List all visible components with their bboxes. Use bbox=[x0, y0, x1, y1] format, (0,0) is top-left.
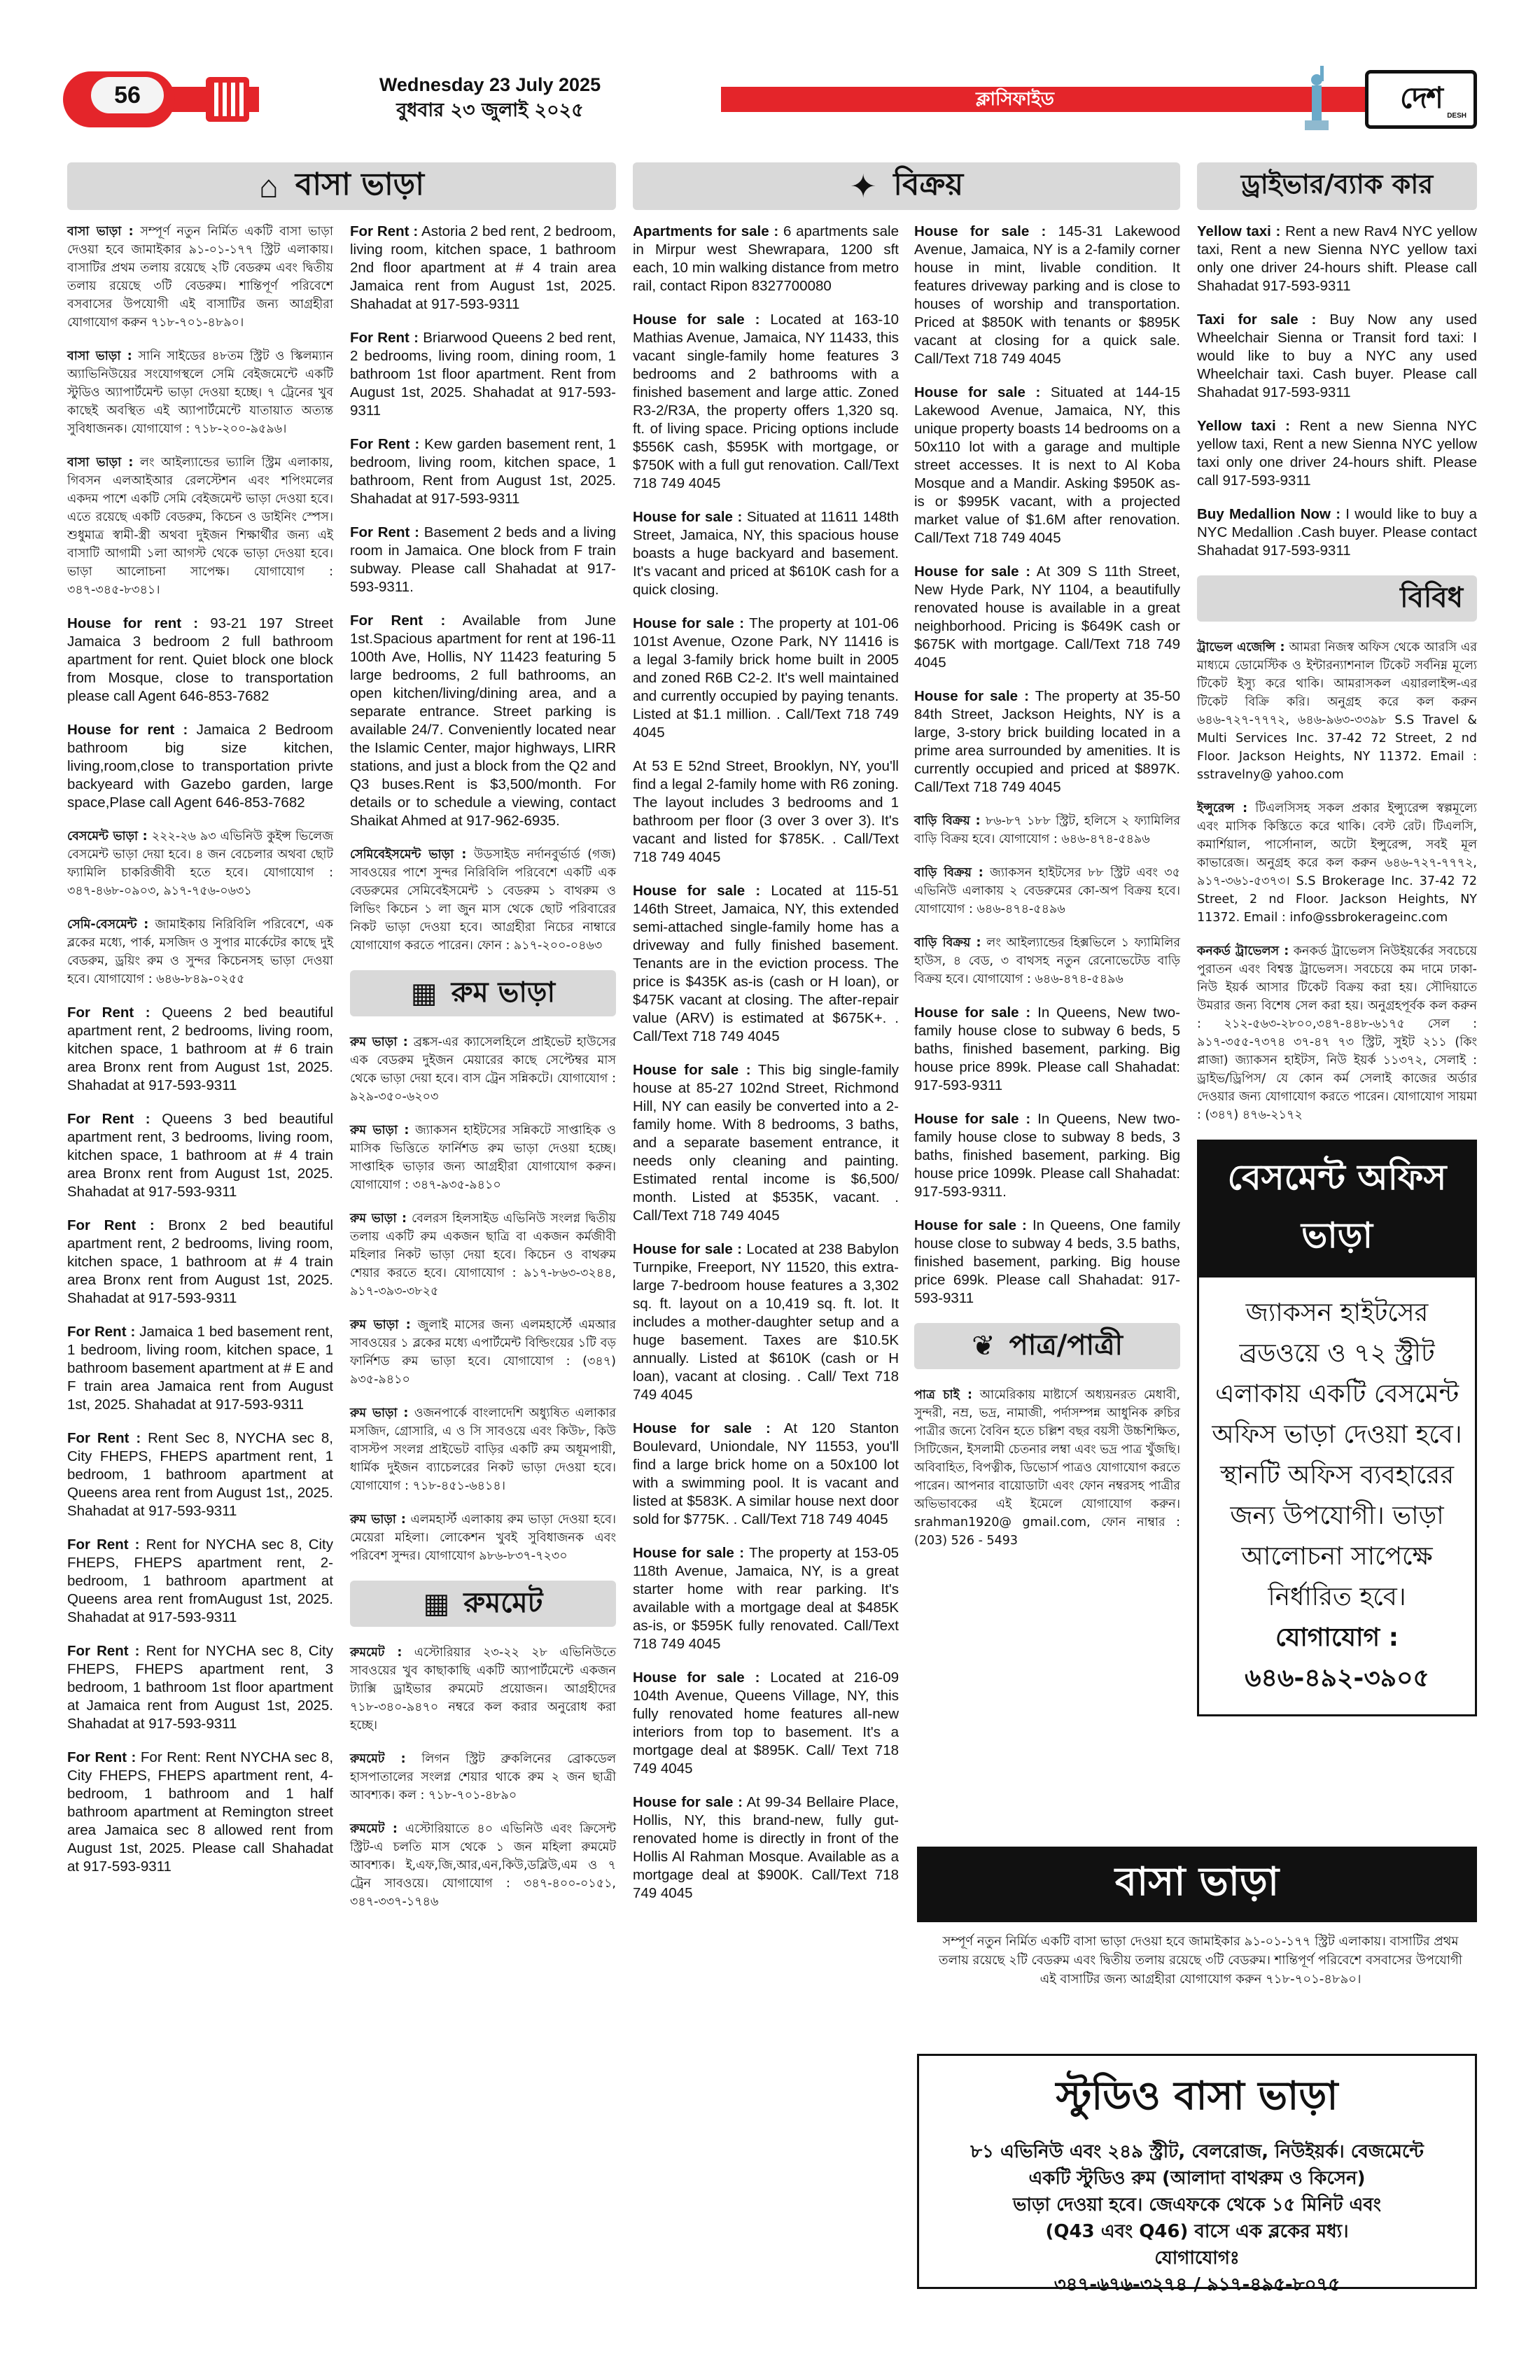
classified-ad bbox=[633, 508, 899, 599]
classified-ad bbox=[350, 223, 616, 314]
ad-text: আমরা নিজস্ব অফিস থেকে আরসি এর মাধ্যমে ডোমেস্টিক ও ইন্টারন্যাশনাল টিকেট সর্বনিম্ন মূল্যে টিকেট ইস্যু করে থাকি। আমরাসকল এয়ারলাইন্স-এর টিকেট বিক্রি করি। অনুগ্রহ করে কল করুন ৬৪৬-৭২৭-৭৭৭২, ৬৪৬-৯৬৩-৩৩৯৮ S.S Travel & Multi Services Inc. 37-42 72 Street, 2 nd Floor. Jackson Heights, NY 11372. Email : sstravelny@ yahoo.com bbox=[1197, 640, 1477, 782]
header-date bbox=[259, 67, 721, 132]
ad-text: এলমহার্স্ট এলাকায় রুম ভাড়া দেওয়া হবে। মেয়েরা মহিলা। লোকেশন খুবই সুবিধাজনক এবং পরিবেশ সুন্দর। যোগাযোগ ৯৮৬-৮৩৭-৭২৩০ bbox=[350, 1513, 616, 1563]
logo-text: দেশ bbox=[1400, 80, 1442, 115]
ad-heading: বেসমেন্ট ভাড়া : bbox=[67, 830, 148, 844]
classified-ad bbox=[1197, 311, 1477, 402]
logo-small-text: DESH bbox=[1447, 112, 1466, 120]
ad-heading: House for sale : bbox=[914, 1004, 1031, 1021]
ad-heading: Buy Medallion Now : bbox=[1197, 506, 1341, 522]
ad-heading: রুমমেট : bbox=[350, 1752, 406, 1766]
classified-ad bbox=[350, 1210, 616, 1301]
classified-ad bbox=[633, 1420, 899, 1529]
banner-driver bbox=[1197, 162, 1477, 210]
classified-ad bbox=[350, 1316, 616, 1389]
ad-text: At 120 Stanton Boulevard, Uniondale, NY 11553, you'll find a large brick home on a 50x100 lot with a swimming pool. It is vacant and listed at $583K. A similar house next door sold for $775K. . Call/Text 718 749 4045 bbox=[633, 1420, 899, 1527]
subheading-matrimony bbox=[914, 1323, 1180, 1369]
subheading-title: বিবিধ bbox=[1400, 581, 1463, 614]
ad-text: Located at 115-51 146th Street, Jamaica, NY, this extended semi-attached single-family home has a driveway and fully finished basement. Tenants are in the eviction process. The price is $435K as-is (cash or H loan), or $475K vacant at closing. The after-repair value (ARV) is estimated at $675K+. . Call/Text 718 749 4045 bbox=[633, 883, 899, 1044]
date-bangla: বুধবার ২৩ জুলাই ২০২৫ bbox=[396, 99, 584, 121]
column-3 bbox=[633, 223, 899, 1918]
ad-heading: House for sale : bbox=[633, 883, 761, 899]
ad-heading: House for sale : bbox=[914, 384, 1041, 400]
ad-heading: For Rent : bbox=[67, 1324, 136, 1340]
ad-text: সম্পূর্ণ নতুন নির্মিত একটি বাসা ভাড়া দেওয়া হবে জামাইকার ৯১-০১-১৭৭ স্ট্রিট এলাকায়। বাসাটির প্রথম তলায় রয়েছে ২টি বেডরুম এবং দ্বিতীয় তলায় রয়েছে ৩টি বেডরুম। শান্তিপূর্ণ পরিবেশে বসবাসের উপযোগী এই বাসাটির জন্য আগ্রহীরা যোগাযোগ করুন ৭১৮-৭০১-৪৮৯০। bbox=[67, 225, 333, 330]
ad-heading: For Rent : bbox=[67, 1217, 155, 1233]
sale-tag-icon: ✦ bbox=[849, 168, 877, 204]
classified-ad bbox=[633, 882, 899, 1046]
ad-heading: For Rent : bbox=[67, 1111, 150, 1127]
wide-rent-ad-body: সম্পূর্ণ নতুন নির্মিত একটি বাসা ভাড়া দেওয়া হবে জামাইকার ৯১-০১-১৭৭ স্ট্রিট এলাকায়। বাসাটির প্রথম তলায় রয়েছে ২টি বেডরুম এবং দ্বিতীয় তলায় রয়েছে ৩টি বেডরুম। শান্তিপূর্ণ পরিবেশে বসবাসের উপযোগী এই বাসাটির জন্য আগ্রহীরা যোগাযোগ করুন ৭১৮-৭০১-৪৮৯০। bbox=[939, 1934, 1462, 1987]
ad-text: উডসাইড নর্দানবুর্ভার্ড (গজ) সাবওয়ের পাশে সুন্দর নিরিবিলি পরিবেশে একটি এক বেডরুমের সেমিবেইসমেন্ট ১ বেডরুম ১ বাথরুম ও লিভিং কিচেন ১ লা জুন মাস থেকে ছোট পরিবারের নিকট ভাড়া দেওয়া হবে। আগ্রহীরা নিচের নাম্বারে যোগাযোগ করতে পারেন। ফোন : ৯১৭-২০০-০৪৬৩ bbox=[350, 848, 616, 953]
ad-heading: For Rent : bbox=[67, 1749, 136, 1765]
ad-text: At 99-34 Bellaire Place, Hollis, NY, this brand-new, fully gut-renovated home is directly in front of the Hollis Al Rahman Mosque. Available as a mortgage deal at $900K. Call/Text 718 749 4045 bbox=[633, 1794, 899, 1901]
subheading-title: রুম ভাড়া bbox=[451, 976, 556, 1009]
banner-title: ড্রাইভার/ব্যাক কার bbox=[1240, 169, 1434, 200]
classified-ad bbox=[914, 934, 1180, 988]
column-2 bbox=[350, 223, 616, 1926]
house-icon: ⌂ bbox=[259, 168, 279, 204]
studio-ad-title: স্টুডিও বাসা ভাড়া bbox=[1056, 2073, 1338, 2119]
ad-text: বেলরস হিলসাইড এভিনিউ সংলগ্ন দ্বিতীয় তলায় একটি রুম একজন ছাত্রি বা একজন কর্মজীবী মহিলার নিকট ভাড়া দেয়া হবে। কিচেন ও বাথরুম শেয়ার করতে হবে। যোগাযোগ : ৯১৭-৮৬৩-৩২৪৪, ৯১৭-৩৯৩-৩৮২৫ bbox=[350, 1212, 616, 1298]
ad-heading: House for sale : bbox=[633, 1062, 751, 1078]
classified-ad bbox=[1197, 799, 1477, 927]
basement-office-contact-label: যোগাযোগ : bbox=[1275, 1623, 1399, 1652]
wide-rent-ad-title: বাসা ভাড়া bbox=[917, 1847, 1477, 1922]
classified-ad bbox=[67, 1429, 333, 1520]
ad-text: I would like to buy a NYC Medallion .Cash buyer. Please contact Shahadat 917-593-9311 bbox=[1197, 506, 1477, 559]
ad-heading: House for sale : bbox=[633, 509, 743, 525]
room-icon: ▦ bbox=[410, 978, 438, 1009]
classified-ad bbox=[1197, 505, 1477, 560]
page-number: 56 bbox=[91, 77, 164, 113]
desh-logo bbox=[1365, 70, 1477, 129]
ad-heading: বাড়ি বিক্রয় : bbox=[914, 814, 981, 828]
ad-text: জ্যাকসন হাইটসের সন্নিকটে সাপ্তাহিক ও মাসিক ভিত্তিতে ফার্নিশড রুম ভাড়া দেওয়া হচ্ছে। সাপ্তাহিক ভাড়ার জন্য আগ্রহীরা যোগাযোগ করুন। যোগাযোগ : ৩৪৭-৯৩৫-৯৪১০ bbox=[350, 1124, 616, 1192]
ad-heading: House for sale : bbox=[914, 688, 1029, 704]
section-label: ক্লাসিফাইড bbox=[976, 89, 1054, 110]
ad-text: Located at 163-10 Mathias Avenue, Jamaica, NY 11433, this vacant single-family home features 3 bedrooms and 2 bathrooms with a finished basement and large attic. Zoned R3-2/R3A, the property offers 1,320 sq. ft. of living space. Pricing options include $556K cash, $595K with mortgage, or $750K with a full gut renovation. Call/Text 718 749 4045 bbox=[633, 312, 899, 491]
ad-text: 6 apartments sale in Mirpur west Shewrapara, 1200 sft each, 10 min walking distance from metro rail, contact Ripon 8327700080 bbox=[633, 223, 899, 294]
classified-ad bbox=[633, 757, 899, 867]
ad-heading: For Rent : bbox=[67, 1536, 140, 1553]
classified-ad bbox=[67, 454, 333, 599]
ad-heading: Apartments for sale : bbox=[633, 223, 779, 239]
ad-heading: ট্রাভেল এজেন্সি : bbox=[1197, 640, 1285, 654]
ad-text: 93-21 197 Street Jamaica 3 bedroom 2 full bathroom apartment for rent. Quiet block one block from Mosque, close to transportation please call Agent 646-853-7682 bbox=[67, 615, 333, 704]
ad-heading: বাড়ি বিক্রয় : bbox=[914, 936, 981, 950]
ad-heading: For Rent : bbox=[350, 223, 419, 239]
ad-text: ব্রঙ্কস-এর ক্যাসেলহিলে প্রাইভেট হাউসের এক বেডরুম দুইজন মেয়ারের কাছে সেপ্টেম্বর মাস থেকে ভাড়া দেয়া হবে। বাস ট্রেন সন্নিকটে। যোগাযোগ : ৯২৯-৩৫০-৬২০৩ bbox=[350, 1035, 616, 1104]
ad-text: At 53 E 52nd Street, Brooklyn, NY, you'll find a legal 2-family home with R6 zoning. The layout includes 3 bedrooms and 1 bathroom per floor (3 over 3 over 3). It's vacant and listed for $785K. . Call/Text 718 749 4045 bbox=[633, 758, 899, 865]
ad-heading: House for sale : bbox=[633, 1420, 771, 1436]
classified-ad bbox=[67, 223, 333, 332]
ad-text: ওজনপার্কে বাংলাদেশি অধ্যুষিত এলাকার মসজিদ, গ্রোসারি, এ ও সি সাবওয়ে এবং কিউ৮, কিউ বাসস্টপ সংলগ্ন প্রাইভেট বাড়ির একটি রুম অধূমপায়ী, ধার্মিক দুইজন ব্যাচেলরের নিকট ভাড়া দেওয়া হবে। যোগাযোগ : ৭১৮-৪৫১-৬৪১৪। bbox=[350, 1406, 616, 1493]
ad-text: লিগন স্ট্রিট ব্রুকলিনের ব্রোকডেল হাসপাতালের সংলগ্ন শেয়ার থাকে রুম ২ জন ছাত্রী আবশ্যক। কল : ৭১৮-৭০১-৪৮৯০ bbox=[350, 1752, 616, 1802]
ad-heading: House for sale : bbox=[914, 223, 1046, 239]
ad-text: The property at 101-06 101st Avenue, Ozone Park, NY 11416 is a legal 3-family brick home built in 2005 and zoned R6B C2-2. It's well maintained and currently occupied by paying tenants. Listed at $1.1 million. . Call/Text 718 749 4045 bbox=[633, 615, 899, 741]
ad-text: In Queens, New two-family house close to subway 8 beds, 3 baths, finished basement, parking. Big house price 1099k. Please call Shahadat: 917-593-9311. bbox=[914, 1111, 1181, 1200]
ad-heading: রুমমেট : bbox=[350, 1822, 398, 1836]
classified-ad bbox=[633, 1669, 899, 1778]
ad-heading: বাসা ভাড়া : bbox=[67, 456, 134, 470]
date-english: Wednesday 23 July 2025 bbox=[379, 74, 601, 95]
ad-heading: বাসা ভাড়া : bbox=[67, 225, 134, 239]
ad-text: লং আইল্যান্ডের ভ্যালি স্ট্রিম এলাকায়, গিবসন এলআইআর রেলস্টেশন এবং শপিংমলের একদম পাশে একটি সেমি বেইজমেন্ট ভাড়া দেওয়া হবে। এতে রয়েছে একটি বেডরুম, কিচেন ও ডাইনিং স্পেস। শুধুমাত্র স্বামী-স্ত্রী অথবা দুইজন শিক্ষার্থীর জন্য এই বাসাটি আগামী ১লা আগস্ট থেকে ভাড়া দেওয়া হবে। ভাড়া আলোচনা সাপেক্ষ। যোগাযোগ : ৩৪৭-৩৪৫-৮৩৪১। bbox=[67, 456, 333, 597]
column-5 bbox=[1197, 223, 1477, 1716]
studio-ad-line: ভাড়া দেওয়া হবে। জেএফকে থেকে ১৫ মিনিট এবং bbox=[1013, 2194, 1381, 2216]
ad-text: লং আইল্যান্ডের হিক্সভিলে ১ ফ্যামিলির হাউস, ৪ বেড, ৩ বাথসহ নতুন রেনোভেটেড বাড়ি বিক্রয় হবে। যোগাযোগ : ৬৪৬-৪৭৪-৫৪৯৬ bbox=[914, 936, 1180, 986]
classified-ad bbox=[350, 524, 616, 596]
classified-ad bbox=[914, 1386, 1180, 1550]
subheading-room-rent bbox=[350, 970, 616, 1016]
ad-text: ৮৬-৮৭ ১৮৮ স্ট্রিট, হলিসে ২ ফ্যামিলির বাড়ি বিক্রয় হবে। যোগাযোগ : ৬৪৬-৪৭৪-৫৪৯৬ bbox=[914, 814, 1180, 846]
ad-heading: সেমিবেইসমেন্ট ভাড়া : bbox=[350, 848, 467, 862]
ad-text: 145-31 Lakewood Avenue, Jamaica, NY is a 2-family corner house in mint, livable condition. It features driveway parking and is close to houses of worship and transportation. Priced at $850K with tenants or $895K vacant at closing for a quick sale. Call/Text 718 749 4045 bbox=[914, 223, 1180, 367]
classified-ad bbox=[350, 1121, 616, 1194]
studio-ad-phone: ৩৪৭-৬৭৬-৩২৭৪ / ৯১৭-৪৯৫-৮০৭৫ bbox=[1054, 2274, 1340, 2295]
ad-heading: Taxi for sale : bbox=[1197, 312, 1317, 328]
ad-text: কনকর্ড ট্রাভেলস নিউইয়র্কের সবচেয়ে পুরাতন এবং বিশ্বস্ত ট্রাভেলস। সবচেয়ে কম দামে ঢাকা-নিউ ইয়র্ক আসার টিকেট বিক্রয় করা হয়। সৌদিয়াতে উমরার জন্য বিশেষ সেল করা হয়। অনুগ্রহপূর্বক কল করুন : ২১২-৫৬৩-২৮০০,৩৪৭-৪৪৮-৬১৭৫ সেল : ৯১৭-৩৫৫-৭৩৭৪ ৩৭-৪৭ ৭৩ স্ট্রিট, সুইট ২১১ (কিং প্লাজা) জ্যাকসন হাইটস, নিউ ইয়র্ক ১১৩৭২, সেলাই : ড্রাইভ/ড্রিপিস/ যে কোন কর্ম সেলাই কাজের অর্ডার দেওয়ার জন্য যোগাযোগ করতে পারেন। যোগাযোগ সায়মা : (৩৪৭) ৪৭৬-২১৭২ bbox=[1197, 944, 1477, 1122]
ad-heading: House for sale : bbox=[633, 312, 760, 328]
classified-ad bbox=[350, 1404, 616, 1495]
ad-heading: House for rent : bbox=[67, 722, 188, 738]
classified-ad bbox=[67, 916, 333, 988]
ad-heading: For Rent : bbox=[350, 524, 419, 540]
ad-text: Basement 2 beds and a living room in Jamaica. One block from F train subway. Please call Shahadat at 917-593-9311. bbox=[350, 524, 616, 595]
ad-heading: House for rent : bbox=[67, 615, 199, 631]
ad-heading: সেমি-বেসমেন্ট : bbox=[67, 918, 149, 932]
ad-text: Queens 3 bed beautiful apartment rent, 3 bedrooms, living room, kitchen space, 1 bathroom at # 4 train area Bronx rent from August 1st, 2025. Shahadat at 917-593-9311 bbox=[67, 1111, 334, 1200]
classified-ad bbox=[1197, 638, 1477, 784]
banner-sale bbox=[633, 162, 1180, 210]
classified-ad bbox=[67, 347, 333, 438]
ad-text: Jamaica 1 bed basement rent, 1 bedroom, living room, kitchen space, 1 bathroom basement apartment at # E and F train area Jamaica rent from August 1st, 2025. Shahadat at 917-593-9311 bbox=[67, 1324, 334, 1413]
ad-text: জ্যাকসন হাইটসের ৮৮ স্ট্রিট এবং ৩৫ এভিনিউ এলাকায় ২ বেডরুমের কো-অপ বিক্রয় হবে। যোগাযোগ : ৬৪৬-৪৭৪-৫৪৯৬ bbox=[914, 866, 1180, 916]
classified-ad bbox=[67, 1749, 333, 1876]
ad-heading: For Rent : bbox=[350, 436, 420, 452]
classified-ad bbox=[1197, 223, 1477, 295]
classified-ad bbox=[67, 1110, 333, 1201]
ad-heading: House for sale : bbox=[914, 1217, 1027, 1233]
studio-rent-ad bbox=[917, 2054, 1477, 2295]
ad-text: সানি সাইডের ৪৮তম স্ট্রিট ও স্কিলম্যান অ্যাভিনিউয়ের সংযোগস্থলে সেমি বেইজমেন্টে একটি স্টুডিও অ্যাপার্টমেন্ট ভাড়া দেওয়া হচ্ছে। ৭ ট্রেনের খুব কাছেই অবস্থিত এই অ্যাপার্টমেন্টে যাতায়াত অত্যন্ত সুবিধাজনক। যোগাযোগ : ৭১৮-২০০-৯৫৯৬। bbox=[67, 349, 333, 436]
classified-ad bbox=[67, 1217, 333, 1308]
classified-ad bbox=[1197, 942, 1477, 1124]
ad-text: আমেরিকায় মাষ্টার্সে অধ্যয়নরত মেধাবী, সুন্দরী, নম্র, ভদ্র, নামাজী, পর্দাসম্পন্ন আধুনিক রুচির পাত্রীর জন্যে বৈবিন হতে চল্লিশ বছর বয়সী উচ্চশিক্ষিত, সিটিজেন, ইসলামী চেতনার লম্বা এবং ভদ্র পাত্র খুঁজছি। অবিবাহিত, বিপত্নীক, ডিভোর্স পাত্রও যোগাযোগ করতে পারেন। আপনার বায়োডাটা এবং ফোন নম্বরসহ পাত্রীর অভিভাবকের এই ইমেলে যোগাযোগ করুন। srahman1920@ gmail.com, ফোন নাম্বার : (203) 526 - 5493 bbox=[914, 1388, 1180, 1548]
ad-heading: রুমমেট : bbox=[350, 1646, 402, 1660]
ad-text: Available from June 1st.Spacious apartment for rent at 196-11 100th Ave, Hollis, NY 11423 featuring 5 large bedrooms, 2 full bathrooms, an open kitchen/living/dining area, and a separate entrance. Street parking is available 24/7. Conveniently located near the Islamic Center, major highways, LIRR stations, and just a block from the Q2 and Q3 buses.Rent is $3,500/month. For details or to schedule a viewing, contact Shaikat Ahmed at 917-962-6935. bbox=[350, 612, 616, 829]
ad-text: The property at 153-05 118th Avenue, Jamaica, NY, is a great starter home with rear parking. It's available with a mortgage deal at $485K as-is, or $595K fully renovated. Call/Text 718 749 4045 bbox=[633, 1545, 899, 1652]
subheading-title: রুমমেট bbox=[463, 1586, 543, 1619]
ad-heading: রুম ভাড়া : bbox=[350, 1124, 410, 1138]
classified-ad bbox=[914, 1004, 1180, 1095]
ad-text: Situated at 144-15 Lakewood Avenue, Jamaica, NY, this unique property boasts 14 bedrooms on a 50x110 lot with a garage and multiple street accesses. It is next to Al Koba Mosque and a Mandir. Asking $950K as-is or $995K vacant, with a projected market value of $1.6M after renovation. Call/Text 718 749 4045 bbox=[914, 384, 1181, 546]
ad-text: Briarwood Queens 2 bed rent, 2 bedrooms, living room, dining room, 1 bathroom 1st floor apartment. Rent from August 1st, 2025. Shahadat at 917-593-9311 bbox=[350, 330, 617, 419]
classified-ad bbox=[67, 1004, 333, 1095]
lamp-icon bbox=[203, 73, 252, 126]
classified-ad bbox=[350, 1644, 616, 1735]
ad-text: Located at 238 Babylon Turnpike, Freeport, NY 11520, this extra-large 7-bedroom house features a 3,302 sq. ft. layout on a 10,419 sq. ft. lot. It includes a mother-daughter setup and a huge basement. Taxes are $10.5K annually. Listed at $610K (cash or H loan), vacant at closing. . Call/ Text 718 749 4045 bbox=[633, 1241, 899, 1403]
classified-ad bbox=[914, 864, 1180, 918]
room-icon: ▦ bbox=[423, 1588, 450, 1619]
ad-text: Kew garden basement rent, 1 bedroom, living room, kitchen space, 1 bathroom, Rent from August 1st, 2025. Shahadat at 917-593-9311 bbox=[350, 436, 616, 507]
basement-office-title: বেসমেন্ট অফিস ভাড়া bbox=[1199, 1142, 1475, 1278]
ad-heading: ইন্সুরেন্স : bbox=[1197, 802, 1248, 816]
ad-heading: রুম ভাড়া : bbox=[350, 1513, 406, 1527]
basement-office-ad bbox=[1197, 1140, 1477, 1716]
classified-ad bbox=[914, 1110, 1180, 1201]
subheading-misc bbox=[1197, 575, 1477, 622]
studio-ad-line: একটি স্টুডিও রুম (আলাদা বাথরুম ও কিসেন) bbox=[1028, 2168, 1366, 2189]
classified-ad bbox=[633, 1544, 899, 1653]
ad-text: Rent a new Rav4 NYC yellow taxi, Rent a new Sienna NYC yellow taxi only one driver 24-hours shift. Please call Shahadat 917-593-9311 bbox=[1197, 223, 1477, 294]
classified-ad bbox=[633, 223, 899, 295]
ad-heading: বাড়ি বিক্রয় : bbox=[914, 866, 983, 880]
ad-text: Located at 216-09 104th Avenue, Queens Village, NY, this fully renovated home features all-new interiors from top to basement. It's a mortgage deal at $895K. Call/ Text 718 749 4045 bbox=[633, 1670, 899, 1777]
classified-ad bbox=[350, 329, 616, 420]
classified-ad bbox=[350, 1820, 616, 1911]
classified-ad bbox=[350, 612, 616, 830]
classified-ad bbox=[914, 812, 1180, 848]
ad-heading: House for sale : bbox=[633, 615, 745, 631]
banner-house-rent bbox=[67, 162, 616, 210]
ad-text: In Queens, One family house close to subway 4 beds, 3.5 baths, finished basement, parking. Big house price 699k. Please call Shahadat: 917-593-9311 bbox=[914, 1217, 1180, 1306]
ad-text: টিএলসিসহ সকল প্রকার ইন্স্যুরেন্স স্বল্পমূল্যে এবং মাসিক কিস্তিতে করে থাকি। বেস্ট রেট। টিএলসি, কমার্শিয়াল, পার্সোনাল, অটো ইন্সুরেন্স, সবই মূল কাভারেজ। অনুগ্রহ করে কল করুন ৬৪৬-৭২৭-৭৭৭২, ৯১৭-৩৬১-৫৩৭৩। S.S Brokerage Inc. 37-42 72 Street, 2 nd Floor. Jackson Heights, NY 11372. Email : info@ssbrokerageinc.com bbox=[1197, 802, 1477, 925]
ad-text: জামাইকায় নিরিবিলি পরিবেশে, এক ব্লকের মধ্যে, পার্ক, মসজিদ ও সুপার মার্কেটের কাছে দুই বেডরুম, ড্রয়িং রুম ও সুন্দর কিচেনসহ ভাড়া দেওয়া হবে। যোগাযোগ : ৬৪৬-৮৪৯-০২৫৫ bbox=[67, 918, 334, 986]
statue-of-liberty-icon bbox=[1295, 64, 1337, 132]
ad-heading: কনকর্ড ট্রাভেলস : bbox=[1197, 944, 1289, 958]
classified-ad bbox=[633, 311, 899, 493]
subheading-title: পাত্র/পাত্রী bbox=[1009, 1329, 1123, 1362]
ad-heading: For Rent : bbox=[67, 1004, 150, 1021]
classified-ad bbox=[67, 1536, 333, 1627]
ad-heading: House for sale : bbox=[633, 1241, 742, 1257]
classified-ad bbox=[914, 384, 1180, 547]
ad-text: For Rent: Rent NYCHA sec 8, City FHEPS, FHEPS apartment rent, 4-bedroom, 1 bathroom and 1 half bathroom apartment at Remington street area Jamaica sec 8 allowed rent from August 1st, 2025. Please call Shahadat at 917-593-9311 bbox=[67, 1749, 334, 1875]
classified-ad bbox=[67, 1642, 333, 1733]
studio-ad-line: (Q43 এবং Q46) বাসে এক ব্লকের মধ্য। bbox=[1045, 2221, 1349, 2242]
ad-text: Situated at 11611 148th Street, Jamaica, NY, this spacious house boasts a huge backyard and basement. It's vacant and priced at $610K cash for a quick closing. bbox=[633, 509, 899, 598]
studio-ad-contact-label: যোগাযোগঃ bbox=[1154, 2248, 1240, 2269]
ad-heading: Yellow taxi : bbox=[1197, 418, 1290, 434]
ad-heading: House for sale : bbox=[633, 1670, 760, 1686]
ad-text: This big single-family house at 85-27 102nd Street, Richmond Hill, NY can easily be converted into a 2-family home. With 8 bedrooms, 3 baths, and a separate basement entrance, it needs only cleaning and painting. Estimated rental income is $6,500/ month. Listed at $535K, vacant. . Call/Text 718 749 4045 bbox=[633, 1062, 899, 1224]
ad-heading: For Rent : bbox=[350, 612, 446, 629]
couple-icon: ❦ bbox=[972, 1331, 995, 1362]
ad-text: এস্টোরিয়ার ২৩-২২ ২৮ এভিনিউতে সাবওয়ের খুব কাছাকাছি একটি অ্যাপার্টমেন্টে একজন ট্যাক্সি ড্রাইভার রুমমেট প্রয়োজন। আগ্রহীদের ৭১৮-৩৪০-৯৪৭০ নম্বরে কল করার অনুরোধ করা হচ্ছে। bbox=[350, 1646, 616, 1732]
column-1 bbox=[67, 223, 333, 1891]
classified-ad bbox=[914, 1217, 1180, 1308]
classified-ad bbox=[914, 563, 1180, 672]
ad-text: Rent for NYCHA sec 8, City FHEPS, FHEPS apartment rent, 2-bedroom, 1 bathroom apartment at Queens area rent fromAugust 1st, 2025. Shahadat at 917-593-9311 bbox=[67, 1536, 333, 1625]
ad-text: Rent Sec 8, NYCHA sec 8, City FHEPS, FHEPS apartment rent, 1 bedroom, 1 bathroom apartment at Queens area rent from August 1st,, 2025. Shahadat at 917-593-9311 bbox=[67, 1430, 333, 1519]
ad-heading: House for sale : bbox=[633, 1545, 745, 1561]
subheading-roommate bbox=[350, 1581, 616, 1627]
classified-ad bbox=[350, 846, 616, 955]
studio-ad-line: ৮১ এভিনিউ এবং ২৪৯ স্ট্রীট, বেলরোজ, নিউইয়র্ক। বেজমেন্টে bbox=[970, 2141, 1424, 2162]
ad-heading: For Rent : bbox=[67, 1643, 140, 1659]
ad-text: Jamaica 2 Bedroom bathroom big size kitchen, living,room,close to transportation privte backyeard with Gazebo garden, large space,Plase call Agent 646-853-7682 bbox=[67, 722, 334, 811]
classified-ad bbox=[350, 435, 616, 508]
ad-text: The property at 35-50 84th Street, Jackson Heights, NY is a large, 3-story brick building located in a prime area surrounded by amenities. It is currently occupied and priced at $897K. Call/Text 718 749 4045 bbox=[914, 688, 1180, 795]
basement-office-body bbox=[1199, 1278, 1475, 1714]
classified-ad bbox=[633, 1793, 899, 1903]
classified-ad bbox=[67, 827, 333, 900]
ad-heading: রুম ভাড়া : bbox=[350, 1406, 409, 1420]
classified-ad bbox=[1197, 417, 1477, 490]
classified-ad bbox=[633, 1240, 899, 1404]
classified-ad bbox=[633, 1061, 899, 1225]
classified-ad bbox=[350, 1750, 616, 1805]
ad-text: জুলাই মাসের জন্য এলমহার্স্টে এমআর সাবওয়ের ১ ব্লকের মধ্যে এপার্টমেন্ট বিল্ডিংয়ের ১টি বড় ফার্নিশড রুম ভাড়া হবে। যোগাযোগ : (৩৪৭) ৯৩৫-৯৪১০ bbox=[350, 1318, 616, 1387]
ad-heading: পাত্র চাই : bbox=[914, 1388, 973, 1402]
ad-text: এস্টোরিয়াতে ৪০ এভিনিউ এবং ক্রিসেন্ট স্ট্রিট-এ চলতি মাস থেকে ১ জন মহিলা রুমমেট আবশ্যক। ই,এফ,জি,আর,এন,কিউ,ডব্লিউ,এম ও ৭ ট্রেন সাবওয়ে। যোগাযোগ : ৩৪৭-৪০০-০১৫১, ৩৪৭-৩৩৭-১৭৪৬ bbox=[350, 1822, 616, 1909]
page-header bbox=[63, 67, 1477, 130]
basement-office-phone: ৬৪৬-৪৯২-৩৯০৫ bbox=[1245, 1664, 1429, 1693]
ad-heading: বাসা ভাড়া : bbox=[67, 349, 132, 363]
ad-heading: For Rent : bbox=[350, 330, 419, 346]
ad-heading: For Rent : bbox=[67, 1430, 141, 1446]
column-4 bbox=[914, 223, 1180, 1565]
classified-ad bbox=[350, 1033, 616, 1106]
ad-heading: House for sale : bbox=[633, 1794, 743, 1810]
ad-heading: Yellow taxi : bbox=[1197, 223, 1281, 239]
ad-heading: House for sale : bbox=[914, 1111, 1031, 1127]
classified-ad bbox=[914, 687, 1180, 797]
banner-title: বিক্রয় bbox=[893, 166, 964, 202]
ad-text: Buy Now any used Wheelchair Sienna or Transit ford taxi: I would like to buy a NYC any used Wheelchair taxi. Cash buyer. Please call Shahadat 917-593-9311 bbox=[1197, 312, 1477, 400]
banner-title: বাসা ভাড়া bbox=[295, 166, 424, 202]
ad-text: Rent for NYCHA sec 8, City FHEPS, FHEPS apartment rent, 3 bedroom, 1 bathroom 1st floor apartment at Jamaica rent from August 1st, 2025. Shahadat at 917-593-9311 bbox=[67, 1643, 333, 1732]
classified-ad bbox=[67, 721, 333, 812]
classified-ad bbox=[67, 1323, 333, 1414]
classified-ad bbox=[633, 615, 899, 742]
basement-office-text: জ্যাকসন হাইটসের ব্রডওয়ে ও ৭২ স্ট্রীট এলাকায় একটি বেসমেন্ট অফিস ভাড়া দেওয়া হবে। স্থানটি অফিস ব্যবহারের জন্য উপযোগী। ভাড়া আলোচনা সাপেক্ষে নির্ধারিত হবে। bbox=[1212, 1298, 1462, 1611]
ad-heading: রুম ভাড়া : bbox=[350, 1212, 407, 1226]
classified-ad bbox=[350, 1511, 616, 1565]
ad-heading: রুম ভাড়া : bbox=[350, 1035, 408, 1049]
ad-text: At 309 S 11th Street, New Hyde Park, NY 1104, a beautifully renovated house is available in a great neighborhood. Pricing is $649K cash or $675K with mortgage. Call/Text 718 749 4045 bbox=[914, 564, 1180, 671]
ad-text: Queens 2 bed beautiful apartment rent, 2 bedrooms, living room, kitchen space, 1 bathroom at # 6 train area Bronx rent from August 1st, 2025. Shahadat at 917-593-9311 bbox=[67, 1004, 334, 1093]
ad-heading: রুম ভাড়া : bbox=[350, 1318, 411, 1332]
ad-text: ২২২-২৬ ৯৩ এভিনিউ কুইন্স ভিলেজ বেসমেন্ট ভাড়া দেয়া হবে। ৪ জন বেচেলার অথবা ছোট ফ্যামিলি চাকরিজীবী হতে হবে। যোগাযোগ : ৩৪৭-৪৬৮-০৯০৩, ৯১৭-৭৫৬-০৬৩১ bbox=[67, 830, 333, 898]
ad-heading: House for sale : bbox=[914, 564, 1031, 580]
ad-text: Rent a new Sienna NYC yellow taxi, Rent a new Sienna NYC yellow taxi only one driver 24-hours shift. Please call 917-593-9311 bbox=[1197, 418, 1477, 489]
ad-text: Astoria 2 bed rent, 2 bedroom, living room, kitchen space, 1 bathroom 2nd floor apartment at # 4 train area Jamaica rent from August 1st, 2025. Shahadat at 917-593-9311 bbox=[350, 223, 616, 312]
classified-ad bbox=[67, 615, 333, 706]
classified-ad bbox=[914, 223, 1180, 368]
ad-text: In Queens, New two-family house close to subway 6 beds, 5 baths, finished basement, parking. Big house price 899k. Please call Shahadat: 917-593-9311 bbox=[914, 1004, 1181, 1093]
ad-text: Bronx 2 bed beautiful apartment rent, 2 bedrooms, living room, kitchen space, 1 bathroom at # 4 train area Bronx rent from August 1st, 2025. Shahadat at 917-593-9311 bbox=[67, 1217, 333, 1306]
